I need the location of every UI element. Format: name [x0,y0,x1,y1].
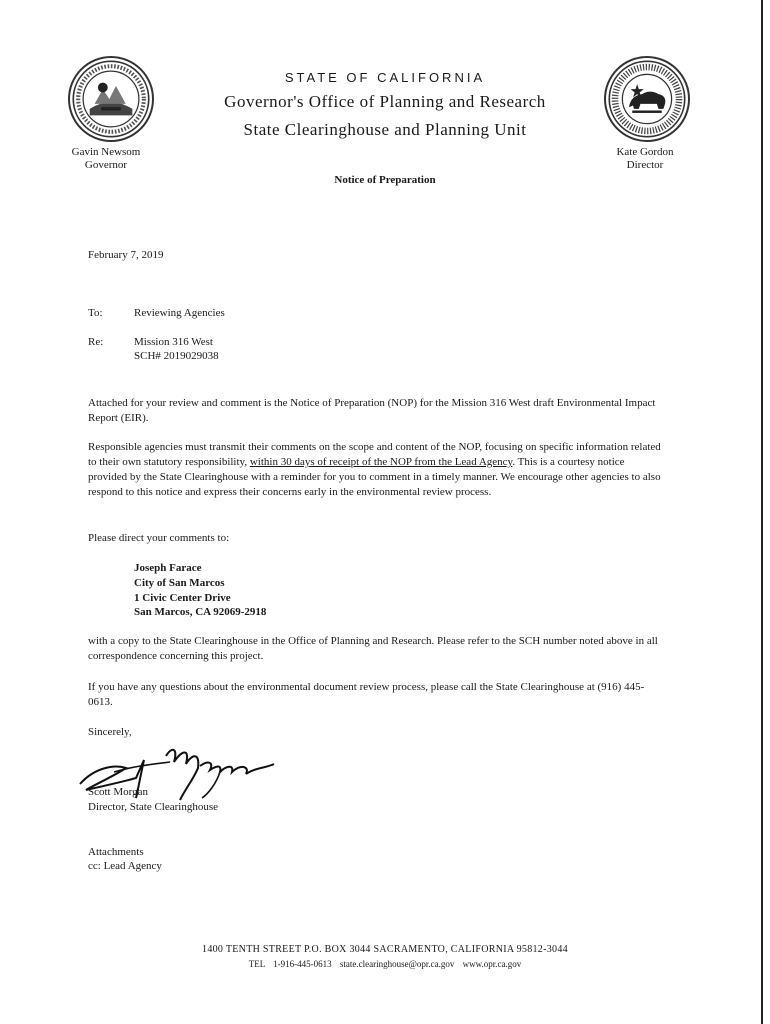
attachments-label: Attachments [88,846,144,858]
contact-name: Joseph Farace [134,562,202,574]
contact-city: San Marcos, CA 92069-2918 [134,606,267,618]
opr-seal-icon [604,56,690,142]
footer-web: www.opr.ca.gov [462,959,522,969]
to-label: To: [88,307,103,319]
director-title: Director [626,159,664,171]
direct-comments-text: Please direct your comments to: [88,532,230,544]
governor-title: Governor [84,159,128,171]
director-name: Kate Gordon [616,146,674,158]
footer-address: 1400 TENTH STREET P.O. BOX 3044 SACRAMENTO, CALIFORNIA 95812-3044 [202,944,568,955]
right-edge-line [761,0,763,1024]
state-heading: STATE OF CALIFORNIA [284,70,486,85]
cc-line: cc: Lead Agency [88,860,162,872]
unit-heading: State Clearinghouse and Planning Unit [243,120,527,139]
paragraph-intro: Attached for your review and comment is the Notice of Preparation (NOP) for the Mission 316 West draft Environmental Impact Report (EIR). [88,397,656,424]
footer-tel: TEL 1-916-445-0613 [248,959,332,969]
re-sch-number: SCH# 2019029038 [134,350,219,362]
contact-org: City of San Marcos [134,577,225,589]
deadline-underlined: within 30 days of receipt of the NOP from the Lead Agency [249,456,513,468]
signer-name: Scott Morgan [88,786,148,798]
director-block [600,146,690,172]
paragraph-copy-clearinghouse: with a copy to the State Clearinghouse in the Office of Planning and Research. Please refer to the SCH number noted above in all correspondence concerning this project. [88,635,658,662]
contact-street: 1 Civic Center Drive [134,592,231,604]
to-value: Reviewing Agencies [134,307,225,319]
footer-email: state.clearinghouse@opr.ca.gov [339,959,455,969]
office-heading: Governor's Office of Planning and Research [224,92,546,111]
governor-name: Gavin Newsom [71,146,141,158]
notice-title: Notice of Preparation [334,174,436,186]
footer-contact [150,959,620,969]
paragraph-questions: If you have any questions about the environmental document review process, please call the State Clearinghouse at (916) 445-0613. [88,681,645,708]
governor-block [56,146,156,172]
paragraph2-part-a: Responsible agencies must transmit their comments on the scope and content of the NOP, focusing on specific information related to their own statutory responsibility, [88,441,661,468]
re-label: Re: [88,336,104,348]
paragraph-responsible-agencies [88,440,663,500]
re-project: Mission 316 West [134,336,213,348]
california-seal-icon [68,56,154,142]
signer-title: Director, State Clearinghouse [88,801,218,813]
letter-date: February 7, 2019 [88,249,164,261]
paragraph2-part-b: . This is a courtesy notice provided by the State Clearinghouse with a reminder for you to comment in a timely manner. We encourage other agencies to also respond to this notice and express their concerns early in the environmental review process. [88,456,661,498]
closing: Sincerely, [88,726,132,738]
